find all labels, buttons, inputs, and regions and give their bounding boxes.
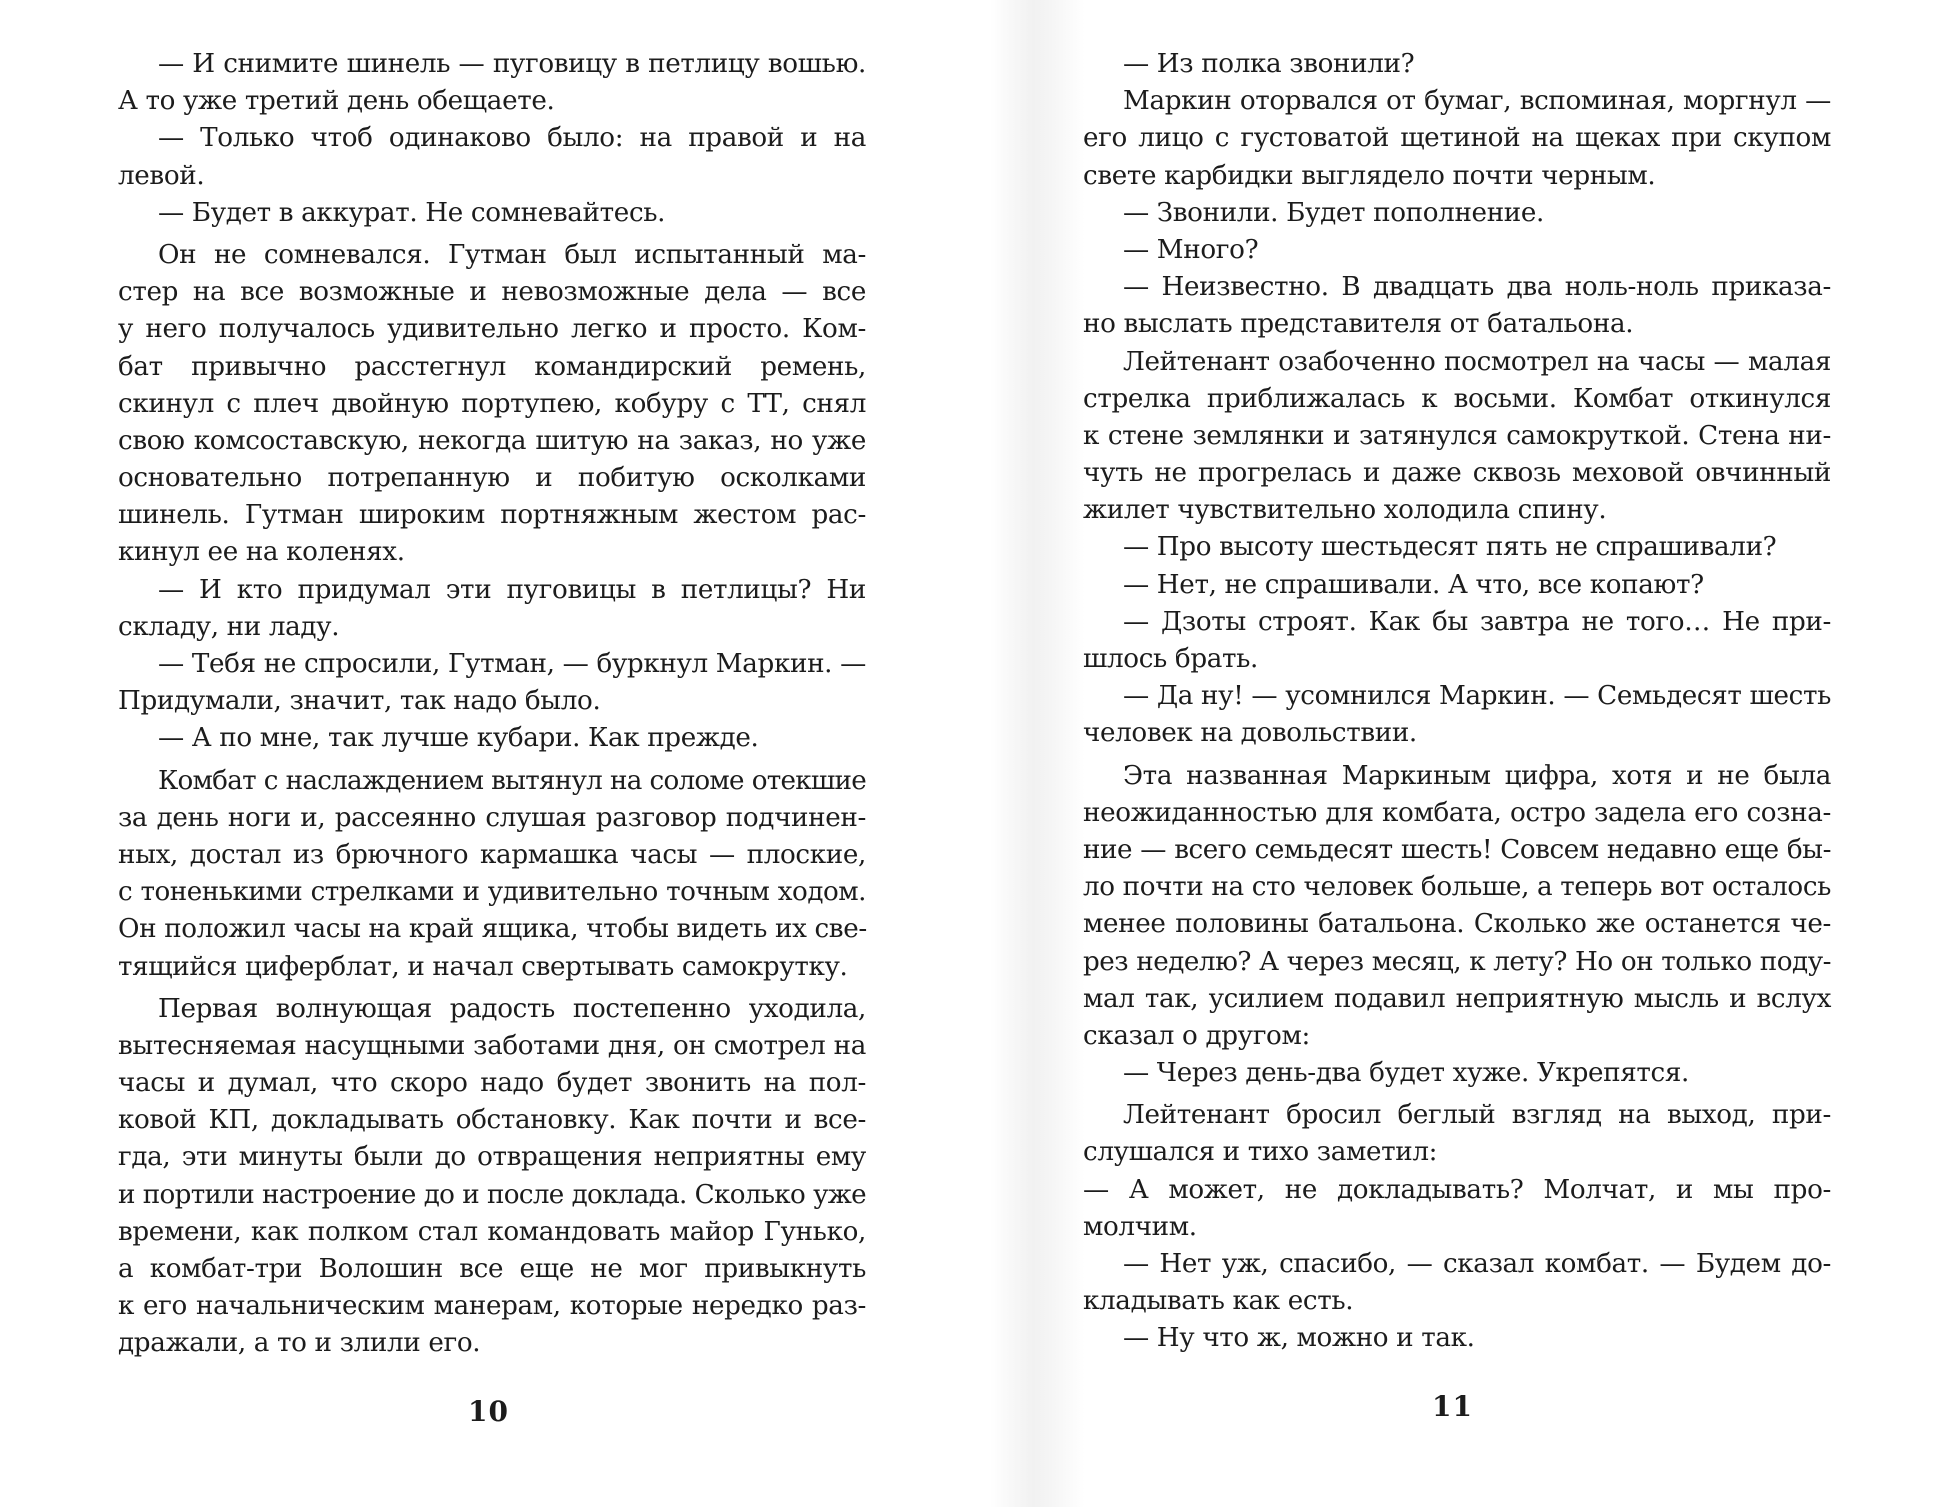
text-line: вытесняемая насущными заботами дня, он смотрел на <box>118 1030 866 1061</box>
text-line: неожиданностью для комбата, остро задела его созна- <box>1083 797 1831 828</box>
text-line: стрелка приближалась к восьми. Комбат откинулся <box>1083 383 1831 414</box>
text-line: чуть не прогрелась и даже сквозь меховой овчинный <box>1083 458 1831 489</box>
text-line: Эта названная Маркиным цифра, хотя и не была <box>1123 760 1831 791</box>
text-line: — Дзоты строят. Как бы завтра не того… Не при- <box>1123 606 1831 637</box>
text-line: бат привычно расстегнул командирский ремень, <box>118 351 866 382</box>
text-line: — И снимите шинель — пуговицу в петлицу вошью. <box>158 49 866 79</box>
text-line: А то уже третий день обещаете. <box>118 86 555 117</box>
text-line: кинул ее на коленях. <box>118 537 405 568</box>
text-line: левой. <box>118 160 205 191</box>
text-line: — Из полка звонили? <box>1123 49 1415 79</box>
right-page-text <box>1083 46 1831 1358</box>
text-line: кладывать как есть. <box>1083 1286 1354 1317</box>
text-line: рез неделю? А через месяц, к лету? Но он только поду- <box>1083 946 1831 977</box>
right-page-number: 11 <box>1432 1390 1473 1423</box>
text-line: свою комсоставскую, некогда шитую на заказ, но уже <box>118 425 866 456</box>
text-line: — Звонили. Будет пополнение. <box>1123 197 1545 228</box>
text-line: с тоненькими стрелками и удивительно точным ходом. <box>118 877 866 908</box>
text-line: Маркин оторвался от бумаг, вспоминая, моргнул — <box>1123 86 1831 117</box>
text-line: но выслать представителя от батальона. <box>1083 309 1634 340</box>
text-line: жилет чувствительно холодила спину. <box>1083 495 1607 526</box>
text-line: Лейтенант бросил беглый взгляд на выход, при- <box>1123 1100 1831 1131</box>
text-line: часы и думал, что скоро надо будет звонить на пол- <box>118 1068 866 1099</box>
text-line: сказал о другом: <box>1083 1020 1310 1051</box>
text-line: а комбат-три Волошин все еще не мог привыкнуть <box>118 1254 866 1284</box>
text-line: — Ну что ж, можно и так. <box>1123 1323 1475 1354</box>
text-line: — Будет в аккурат. Не сомневайтесь. <box>158 197 666 228</box>
left-page-text <box>118 46 866 1363</box>
text-line: основательно потрепанную и побитую осколками <box>118 463 866 494</box>
text-line: его лицо с густоватой щетиной на щеках при скупом <box>1083 123 1831 154</box>
text-line: к стене землянки и затянулся самокруткой. Стена ни- <box>1083 420 1831 451</box>
text-line: — Нет уж, спасибо, — сказал комбат. — Будем до- <box>1123 1249 1831 1279</box>
text-line: скинул с плеч двойную портупею, кобуру с ТТ, снял <box>118 388 866 419</box>
text-line: Он положил часы на край ящика, чтобы видеть их све- <box>118 914 867 945</box>
text-line: стер на все возможные и невозможные дела — все <box>118 277 866 308</box>
text-line: — Нет, не спрашивали. А что, все копают? <box>1123 569 1704 600</box>
left-page-number: 10 <box>468 1395 509 1428</box>
text-line: у него получалось удивительно легко и просто. Ком- <box>118 314 866 345</box>
text-line: ковой КП, докладывать обстановку. Как почти и все- <box>118 1105 866 1136</box>
text-line: за день ноги и, рассеянно слушая разговор подчинен- <box>118 802 866 833</box>
text-line: слушался и тихо заметил: <box>1083 1137 1438 1168</box>
text-line: — Неизвестно. В двадцать два ноль-ноль приказа- <box>1123 272 1831 303</box>
text-line: дражали, а то и злили его. <box>118 1328 481 1359</box>
text-line: свете карбидки выглядело почти черным. <box>1083 160 1656 191</box>
text-line: — А может, не докладывать? Молчат, и мы про- <box>1083 1174 1831 1205</box>
text-line: к его начальническим манерам, которые нередко раз- <box>118 1291 866 1322</box>
text-line: Придумали, значит, так надо было. <box>118 686 601 717</box>
text-line: — Про высоту шестьдесят пять не спрашивали? <box>1123 532 1777 563</box>
text-line: Он не сомневался. Гутман был испытанный ма- <box>158 239 866 270</box>
text-line: и портили настроение до и после доклада. Сколько уже <box>118 1179 866 1210</box>
text-line: складу, ни ладу. <box>118 611 340 642</box>
text-line: — Только чтоб одинаково было: на правой и на <box>158 123 866 154</box>
text-line: гда, эти минуты были до отвращения неприятны ему <box>118 1142 866 1173</box>
text-line: ных, достал из брючного кармашка часы — плоские, <box>118 839 866 870</box>
text-line: человек на довольствии. <box>1083 718 1417 749</box>
text-line: шлось брать. <box>1083 644 1259 674</box>
text-line: шинель. Гутман широким портняжным жестом рас- <box>118 500 866 531</box>
text-line: тящийся циферблат, и начал свертывать самокрутку. <box>118 951 848 982</box>
text-line: — Много? <box>1123 234 1259 265</box>
book-gutter <box>990 0 1085 1507</box>
text-line: Комбат с наслаждением вытянул на соломе отекшие <box>158 765 866 796</box>
text-line: Первая волнующая радость постепенно уходила, <box>158 993 866 1024</box>
text-line: менее половины батальона. Сколько же останется че- <box>1083 909 1831 940</box>
text-line: ло почти на сто человек больше, а теперь вот осталось <box>1083 872 1832 903</box>
text-line: Лейтенант озабоченно посмотрел на часы — малая <box>1123 346 1831 377</box>
text-line: ние — всего семьдесят шесть! Совсем недавно еще бы- <box>1083 834 1831 865</box>
text-line: — Да ну! — усомнился Маркин. — Семьдесят шесть <box>1123 681 1831 712</box>
text-line: — А по мне, так лучше кубари. Как прежде. <box>158 723 759 754</box>
text-line: мал так, усилием подавил неприятную мысль и вслух <box>1083 983 1831 1014</box>
text-line: молчим. <box>1083 1211 1197 1242</box>
text-line: — И кто придумал эти пуговицы в петлицы? Ни <box>158 574 866 605</box>
text-line: — Тебя не спросили, Гутман, — буркнул Маркин. — <box>158 649 866 679</box>
text-line: — Через день-два будет хуже. Укрепятся. <box>1123 1058 1690 1089</box>
text-line: времени, как полком стал командовать майор Гунько, <box>118 1216 866 1247</box>
